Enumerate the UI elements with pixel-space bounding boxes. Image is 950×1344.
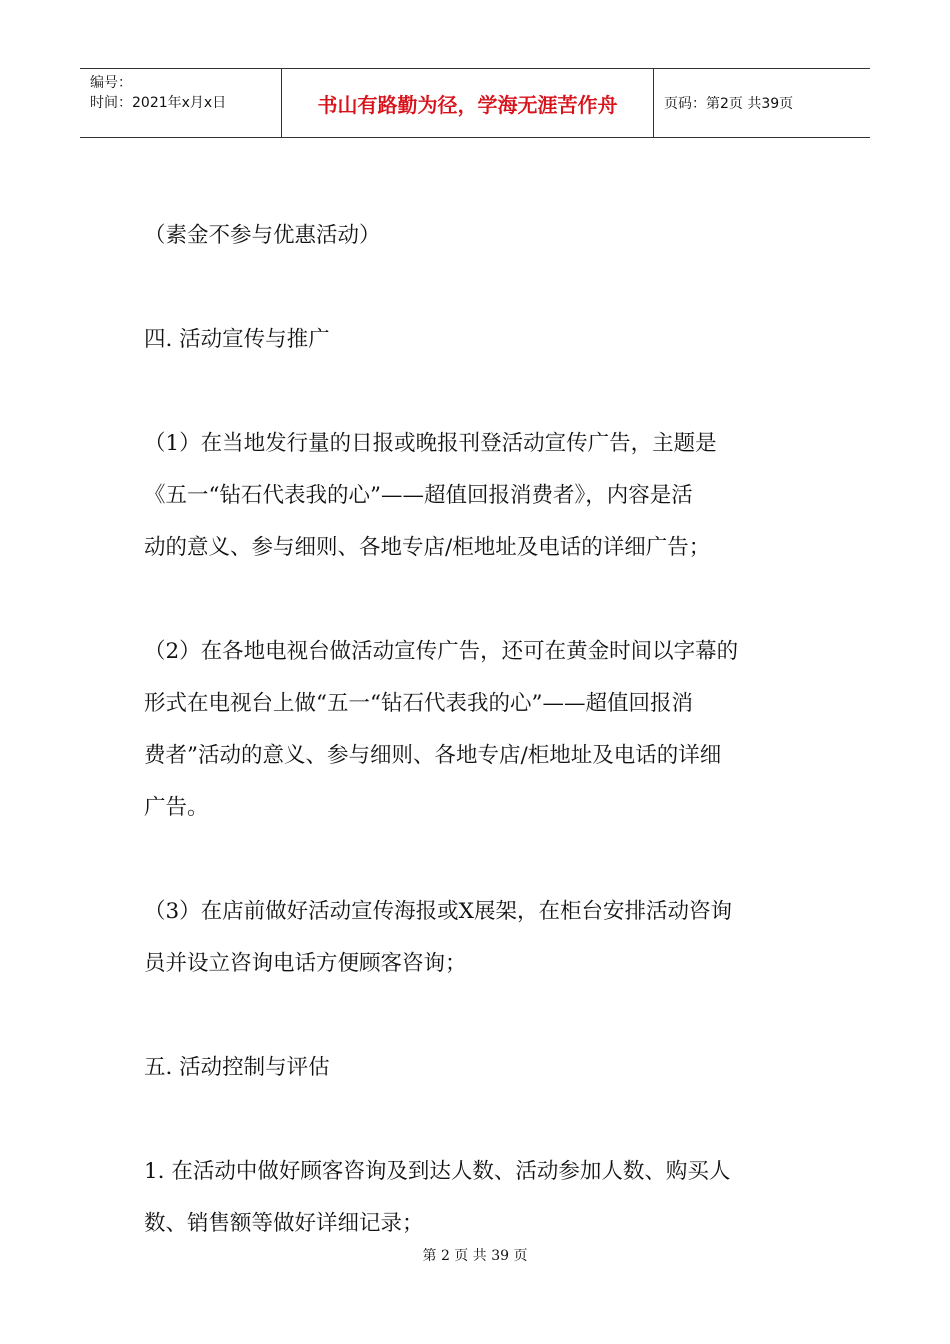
paragraph-2-line-4: 广告。 [144, 795, 209, 820]
paragraph-2-line-1: （2）在各地电视台做活动宣传广告，还可在黄金时间以字幕的 [144, 639, 739, 664]
paragraph-note: （素金不参与优惠活动） [144, 223, 381, 248]
paragraph-1-line-3: 动的意义、参与细则、各地专店/柜地址及电话的详细广告； [144, 535, 711, 560]
section-heading-4: 四. 活动宣传与推广 [144, 327, 330, 352]
document-body [144, 210, 814, 1250]
page-footer: 第 2 页 共 39 页 [422, 1248, 528, 1264]
header-page-info: 页码：第2页 共39页 [664, 96, 794, 112]
paragraph-1-line-1: （1）在当地发行量的日报或晚报刊登活动宣传广告，主题是 [144, 431, 717, 456]
paragraph-3-line-2: 员并设立咨询电话方便顾客咨询； [144, 951, 467, 976]
page-header [80, 68, 870, 138]
paragraph-4-line-1: 1. 在活动中做好顾客咨询及到达人数、活动参加人数、购买人 [144, 1159, 731, 1184]
document-number: 编号： [90, 75, 132, 91]
document-date: 时间：2021年x月x日 [90, 95, 227, 111]
paragraph-3-line-1: （3）在店前做好活动宣传海报或X展架，在柜台安排活动咨询 [144, 899, 732, 924]
paragraph-2-line-2: 形式在电视台上做“五一“钻石代表我的心”——超值回报消 [144, 691, 693, 716]
header-meta [80, 69, 282, 137]
header-motto: 书山有路勤为径，学海无涯苦作舟 [282, 69, 654, 137]
paragraph-2-line-3: 费者”活动的意义、参与细则、各地专店/柜地址及电话的详细 [144, 743, 722, 768]
paragraph-1-line-2: 《五一“钻石代表我的心”——超值回报消费者》，内容是活 [144, 483, 693, 508]
paragraph-4-line-2: 数、销售额等做好详细记录； [144, 1211, 424, 1236]
section-heading-5: 五. 活动控制与评估 [144, 1055, 330, 1080]
